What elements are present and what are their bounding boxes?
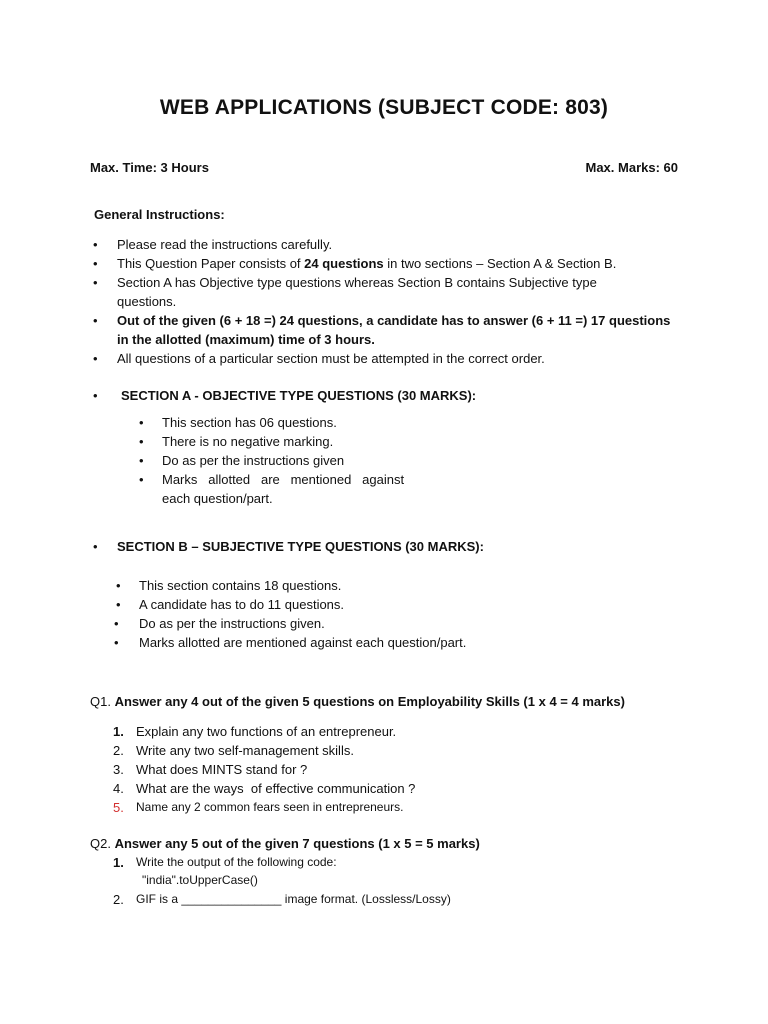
- q2-label: Q2.: [90, 836, 115, 851]
- section-a-item-4b: each question/part.: [162, 491, 273, 506]
- bullet-icon: •: [93, 388, 98, 403]
- section-b-item-1: This section contains 18 questions.: [139, 578, 342, 593]
- general-instruction-3b: questions.: [117, 294, 177, 309]
- bullet-icon: •: [93, 539, 98, 554]
- general-instruction-5: All questions of a particular section must be attempted in the correct order.: [117, 351, 545, 366]
- q1-num-2: 2.: [113, 743, 124, 758]
- q2-item-1b: "india".toUpperCase(): [142, 873, 258, 887]
- bullet-icon: •: [114, 616, 119, 631]
- general-instruction-4a: Out of the given (6 + 18 =) 24 questions, a candidate has to answer (6 + 11 =) 17 questions: [117, 313, 671, 328]
- section-a-heading: SECTION A - OBJECTIVE TYPE QUESTIONS (30 MARKS):: [121, 388, 477, 403]
- general-instruction-4b: in the allotted (maximum) time of 3 hours.: [117, 332, 375, 347]
- q2-num-2: 2.: [113, 892, 124, 907]
- q1-item-1: Explain any two functions of an entrepreneur.: [136, 724, 397, 739]
- general-instruction-2: This Question Paper consists of 24 questions in two sections – Section A & Section B.: [117, 256, 617, 271]
- q1-item-5: Name any 2 common fears seen in entrepreneurs.: [136, 800, 404, 814]
- section-a-item-4a: Marks allotted are mentioned against: [162, 472, 405, 487]
- q1-item-3: What does MINTS stand for ?: [136, 762, 308, 777]
- section-b-item-2: A candidate has to do 11 questions.: [139, 597, 345, 612]
- section-b-item-4: Marks allotted are mentioned against each question/part.: [139, 635, 467, 650]
- q1-item-4: What are the ways of effective communication ?: [136, 781, 416, 796]
- section-a-item-1: This section has 06 questions.: [162, 415, 337, 430]
- bullet-icon: •: [93, 275, 98, 290]
- q1-num-4: 4.: [113, 781, 124, 796]
- q2-heading: [90, 834, 480, 853]
- bullet-icon: •: [139, 434, 144, 449]
- q1-num-5: 5.: [113, 800, 124, 815]
- general-instruction-3a: Section A has Objective type questions whereas Section B contains Subjective type: [117, 275, 597, 290]
- q2-text: Answer any 5 out of the given 7 questions (1 x 5 = 5 marks): [114, 836, 480, 851]
- max-time: Max. Time: 3 Hours: [90, 160, 209, 175]
- bullet-icon: •: [116, 578, 121, 593]
- q1-num-3: 3.: [113, 762, 124, 777]
- q2-item-2: GIF is a _______________ image format. (Lossless/Lossy): [136, 892, 451, 906]
- q1-heading: [90, 692, 625, 711]
- general-instruction-1: Please read the instructions carefully.: [117, 237, 333, 252]
- bullet-icon: •: [116, 597, 121, 612]
- section-a-item-3: Do as per the instructions given: [162, 453, 345, 468]
- q2-num-1: 1.: [113, 855, 124, 870]
- bullet-icon: •: [139, 472, 144, 487]
- q1-item-2: Write any two self-management skills.: [136, 743, 354, 758]
- bullet-icon: •: [114, 635, 119, 650]
- q1-num-1: 1.: [113, 724, 124, 739]
- section-b-heading: SECTION B – SUBJECTIVE TYPE QUESTIONS (30 MARKS):: [117, 539, 484, 554]
- bullet-icon: •: [139, 453, 144, 468]
- general-instructions-heading: General Instructions:: [94, 207, 225, 222]
- q2-item-1a: Write the output of the following code:: [136, 855, 337, 869]
- q1-text: Answer any 4 out of the given 5 questions on Employability Skills (1 x 4 = 4 marks): [114, 694, 625, 709]
- bullet-icon: •: [93, 237, 98, 252]
- section-b-item-3: Do as per the instructions given.: [139, 616, 325, 631]
- section-a-item-2: There is no negative marking.: [162, 434, 334, 449]
- paper-title: WEB APPLICATIONS (SUBJECT CODE: 803): [159, 96, 609, 119]
- max-marks: Max. Marks: 60: [585, 160, 678, 175]
- bullet-icon: •: [93, 256, 98, 271]
- bullet-icon: •: [93, 351, 98, 366]
- bullet-icon: •: [93, 313, 98, 328]
- q1-label: Q1.: [90, 694, 115, 709]
- bullet-icon: •: [139, 415, 144, 430]
